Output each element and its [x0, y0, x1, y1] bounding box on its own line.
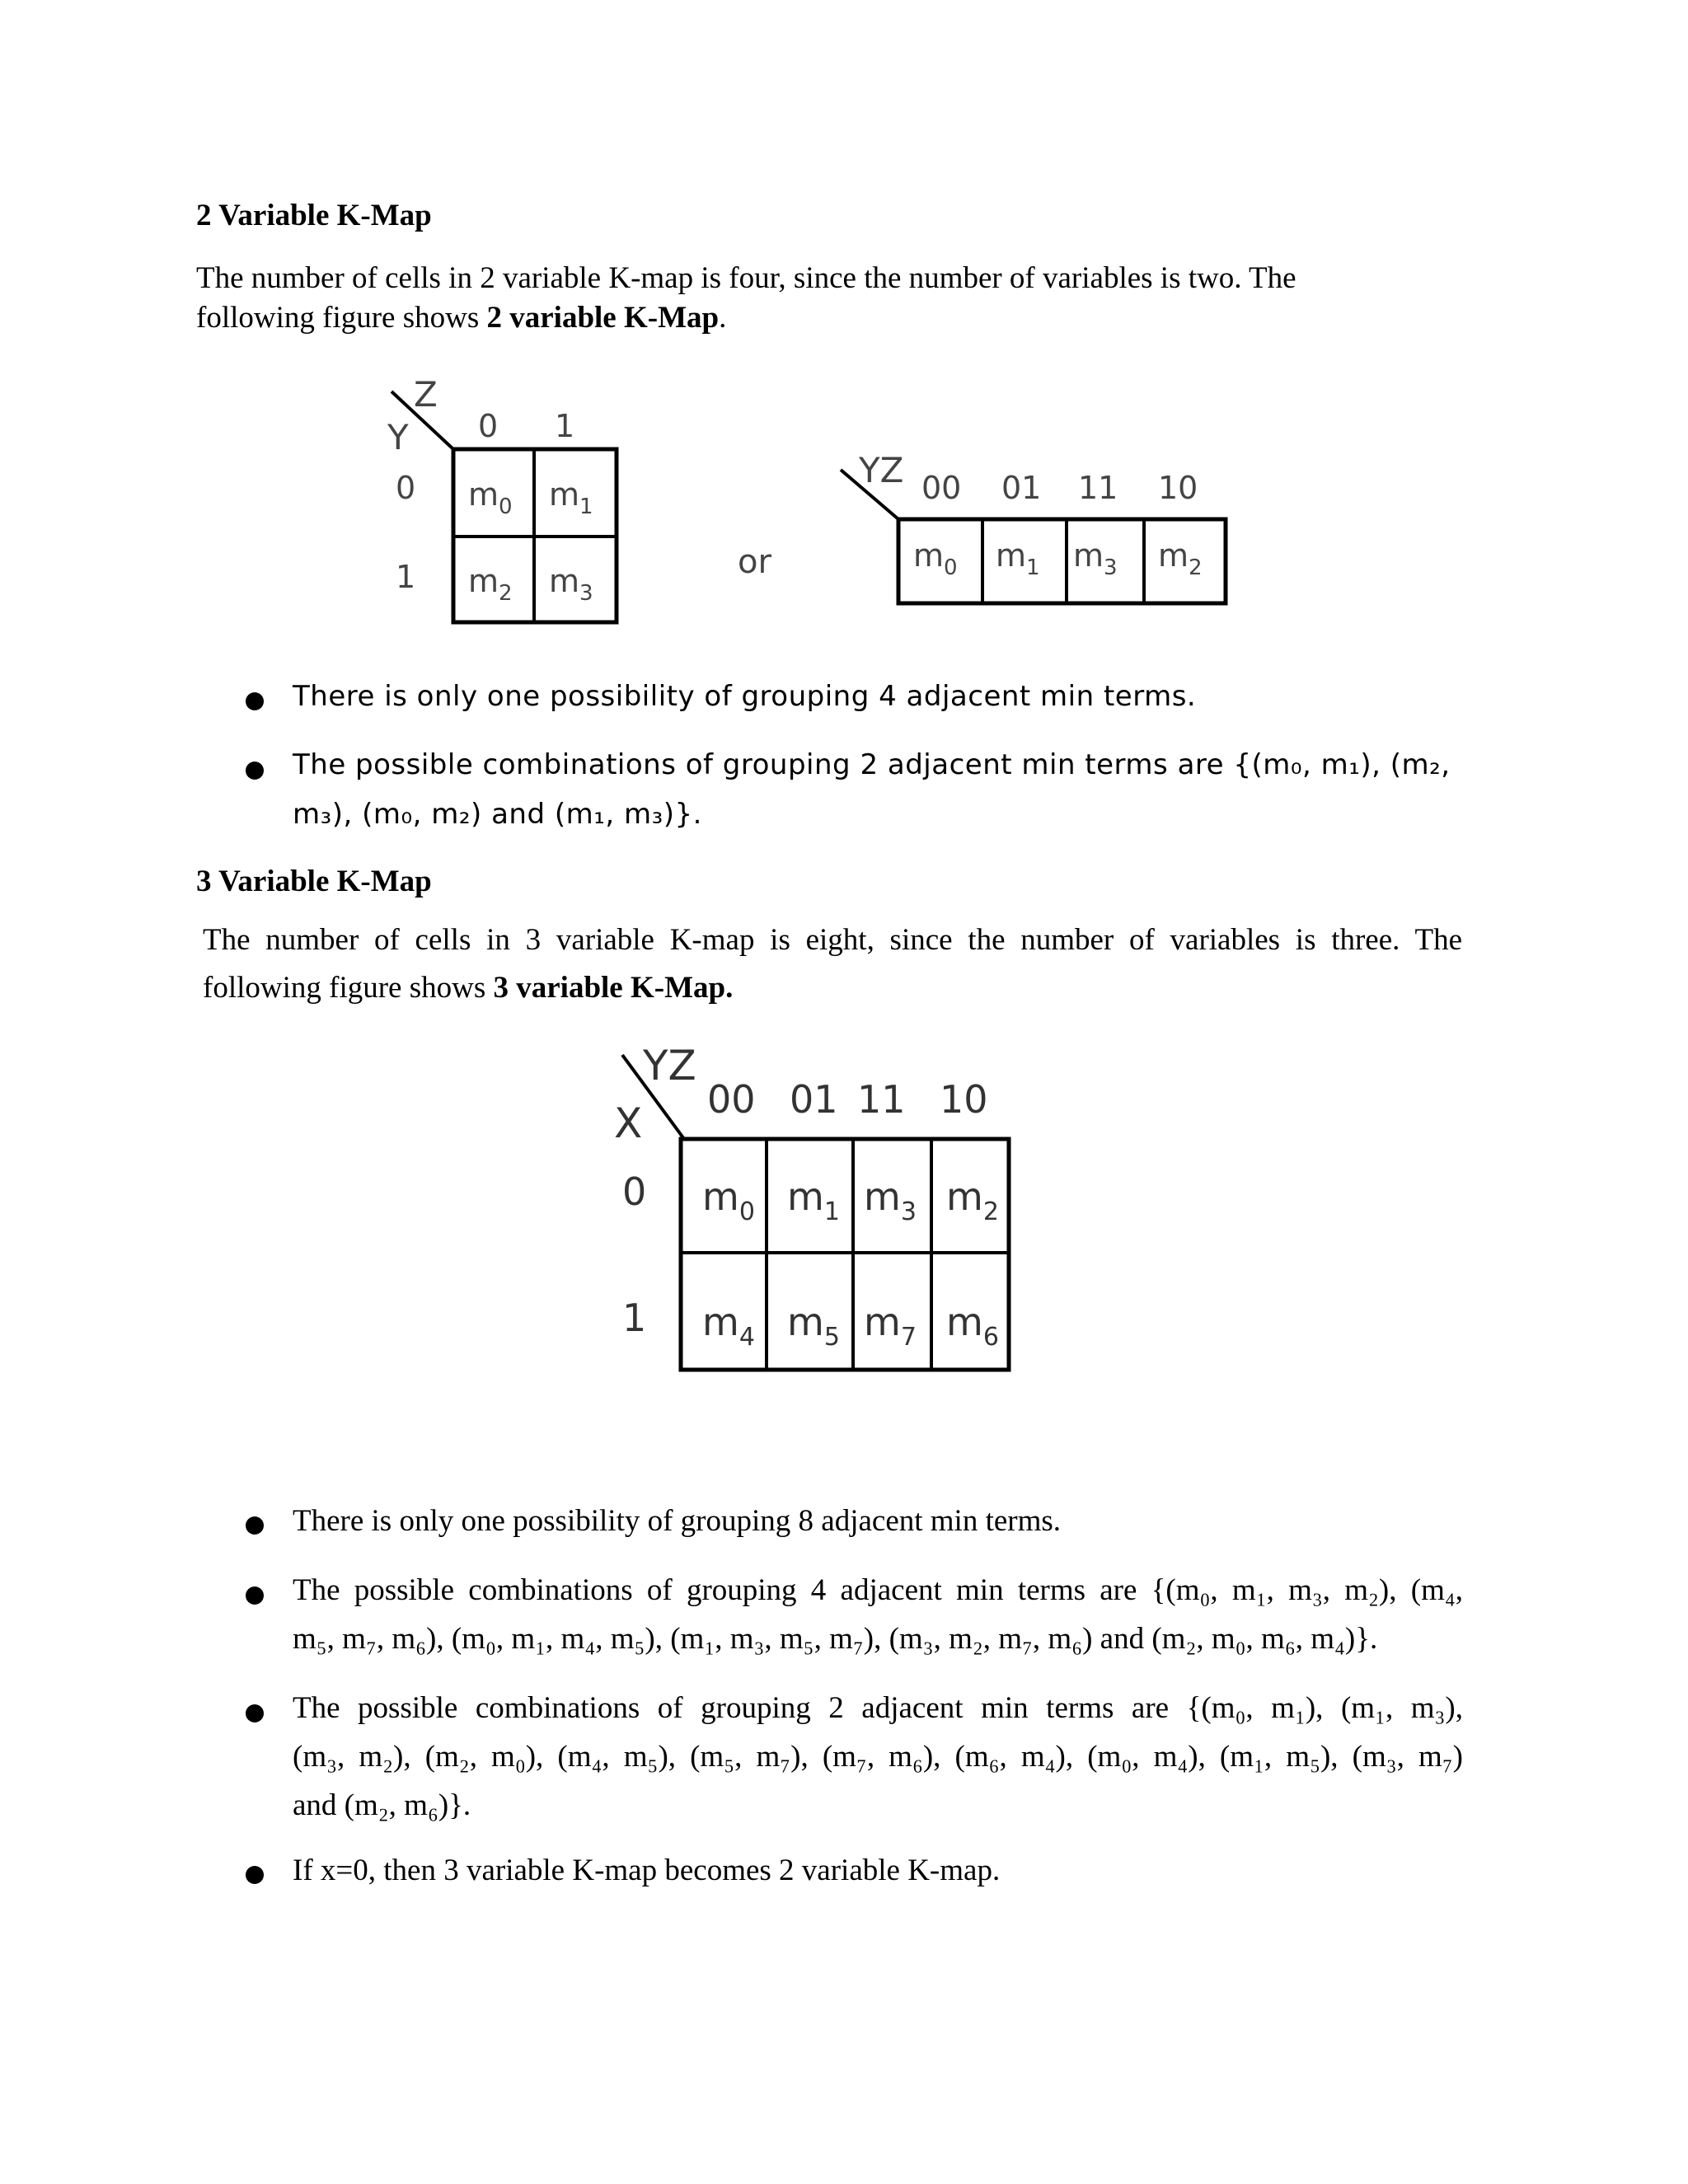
col-header: 10 — [1158, 470, 1198, 506]
section-heading-2var: 2 Variable K-Map — [196, 199, 432, 232]
bullet-line: The possible combinations of grouping 4 adjacent min terms are {(m₀, m₁, m₃, m₂), (m₄, — [293, 1573, 1463, 1607]
col-header: 1 — [555, 408, 575, 444]
row-header: 1 — [396, 559, 416, 595]
kmap-cell: $m_1$ — [549, 476, 593, 519]
bullet-dot — [246, 1704, 264, 1722]
bullet-dot — [246, 762, 264, 780]
kmap-3var-figure — [610, 1047, 1039, 1376]
intro-bold: 3 variable K-Map. — [493, 971, 734, 1005]
bullet-3var-4 — [293, 1846, 1463, 1895]
kmap-cell: $m_2$ — [1158, 537, 1203, 580]
col-var-label: YZ — [643, 1047, 696, 1090]
kmap-cell: $m_1$ — [787, 1174, 840, 1226]
bullet-2var-2 — [293, 740, 1463, 839]
bullet-line: If x=0, then 3 variable K-map becomes 2 variable K-map. — [293, 1854, 1001, 1887]
bullet-dot — [246, 1586, 264, 1605]
kmap-2var-row — [841, 450, 1226, 603]
kmap-cell: $m_3$ — [549, 563, 593, 606]
col-header: 10 — [940, 1077, 988, 1122]
kmap-2var-square — [387, 375, 617, 622]
col-header: 00 — [921, 470, 962, 506]
bullet-dot — [246, 1866, 264, 1884]
bullet-line: m₃), (m₀, m₂) and (m₁, m₃)}. — [293, 798, 702, 831]
kmap-cell: $m_3$ — [864, 1174, 917, 1226]
bullet-line: There is only one possibility of grouping 8 adjacent min terms. — [293, 1504, 1062, 1538]
bullet-dot — [246, 692, 264, 710]
intro-bold: 2 variable K-Map — [486, 301, 720, 335]
bullet-line: m₅, m₇, m₆), (m₀, m₁, m₄, m₅), (m₁, m₃, m₅, m₇), (m₃, m₂, m₇, m₆) and (m₂, m₀, m₆, m₄)}. — [293, 1622, 1378, 1656]
intro-line-2: following figure shows — [196, 301, 487, 335]
bullet-line: (m₃, m₂), (m₂, m₀), (m₄, m₅), (m₅, m₇), (m₇, m₆), (m₆, m₄), (m₀, m₄), (m₁, m₅), (m₃, m₇) — [293, 1740, 1463, 1774]
or-separator: or — [738, 543, 771, 581]
bullet-3var-3 — [293, 1684, 1463, 1830]
col-header: 01 — [790, 1077, 838, 1122]
col-header: 01 — [1001, 470, 1042, 506]
col-header: 0 — [478, 408, 499, 444]
bullet-3var-1 — [293, 1497, 1463, 1545]
col-header: 11 — [857, 1077, 906, 1122]
bullet-line: The possible combinations of grouping 2 adjacent min terms are {(m₀, m₁), (m₂, — [293, 748, 1451, 781]
kmap-cell: $m_2$ — [468, 563, 513, 606]
kmap-2var-figure — [371, 375, 1278, 630]
kmap-cell: $m_4$ — [702, 1300, 755, 1352]
row-header: 1 — [622, 1296, 647, 1340]
intro-line-2: following figure shows — [203, 971, 494, 1005]
row-header: 0 — [396, 470, 416, 506]
kmap-cell: $m_2$ — [946, 1174, 999, 1226]
bullet-line: The possible combinations of grouping 2 adjacent min terms are {(m₀, m₁), (m₁, m₃), — [293, 1691, 1463, 1725]
bullet-line: and (m₂, m₆)}. — [293, 1788, 471, 1822]
kmap-cell: $m_0$ — [913, 537, 958, 580]
col-var-label: Z — [414, 375, 438, 415]
col-header: 00 — [707, 1077, 756, 1122]
kmap-cell: $m_3$ — [1073, 537, 1118, 580]
kmap-cell: $m_0$ — [702, 1174, 755, 1226]
intro-end: . — [719, 301, 727, 335]
bullet-3var-2 — [293, 1566, 1463, 1663]
row-var-label: Y — [387, 417, 409, 457]
kmap-cell: $m_7$ — [864, 1300, 917, 1352]
kmap-cell: $m_6$ — [946, 1300, 999, 1352]
bullet-2var-1: There is only one possibility of grouping 4 adjacent min terms. — [293, 680, 1197, 713]
intro-paragraph-3var — [203, 916, 1462, 1012]
kmap-cell: $m_1$ — [996, 537, 1040, 580]
corner-var-label: YZ — [859, 450, 904, 490]
section-heading-3var: 3 Variable K-Map — [196, 865, 432, 898]
intro-line-1: The number of cells in 3 variable K-map is eight, since the number of variables is three. The — [203, 923, 1462, 957]
row-header: 0 — [622, 1169, 647, 1214]
bullet-dot — [246, 1516, 264, 1535]
kmap-cell: $m_5$ — [787, 1300, 840, 1352]
row-var-label: X — [614, 1099, 643, 1147]
col-header: 11 — [1078, 470, 1118, 506]
kmap-cell: $m_0$ — [468, 476, 513, 519]
intro-paragraph-2var — [196, 259, 1375, 338]
intro-line-1: The number of cells in 2 variable K-map is four, since the number of variables is two. The — [196, 261, 1296, 295]
